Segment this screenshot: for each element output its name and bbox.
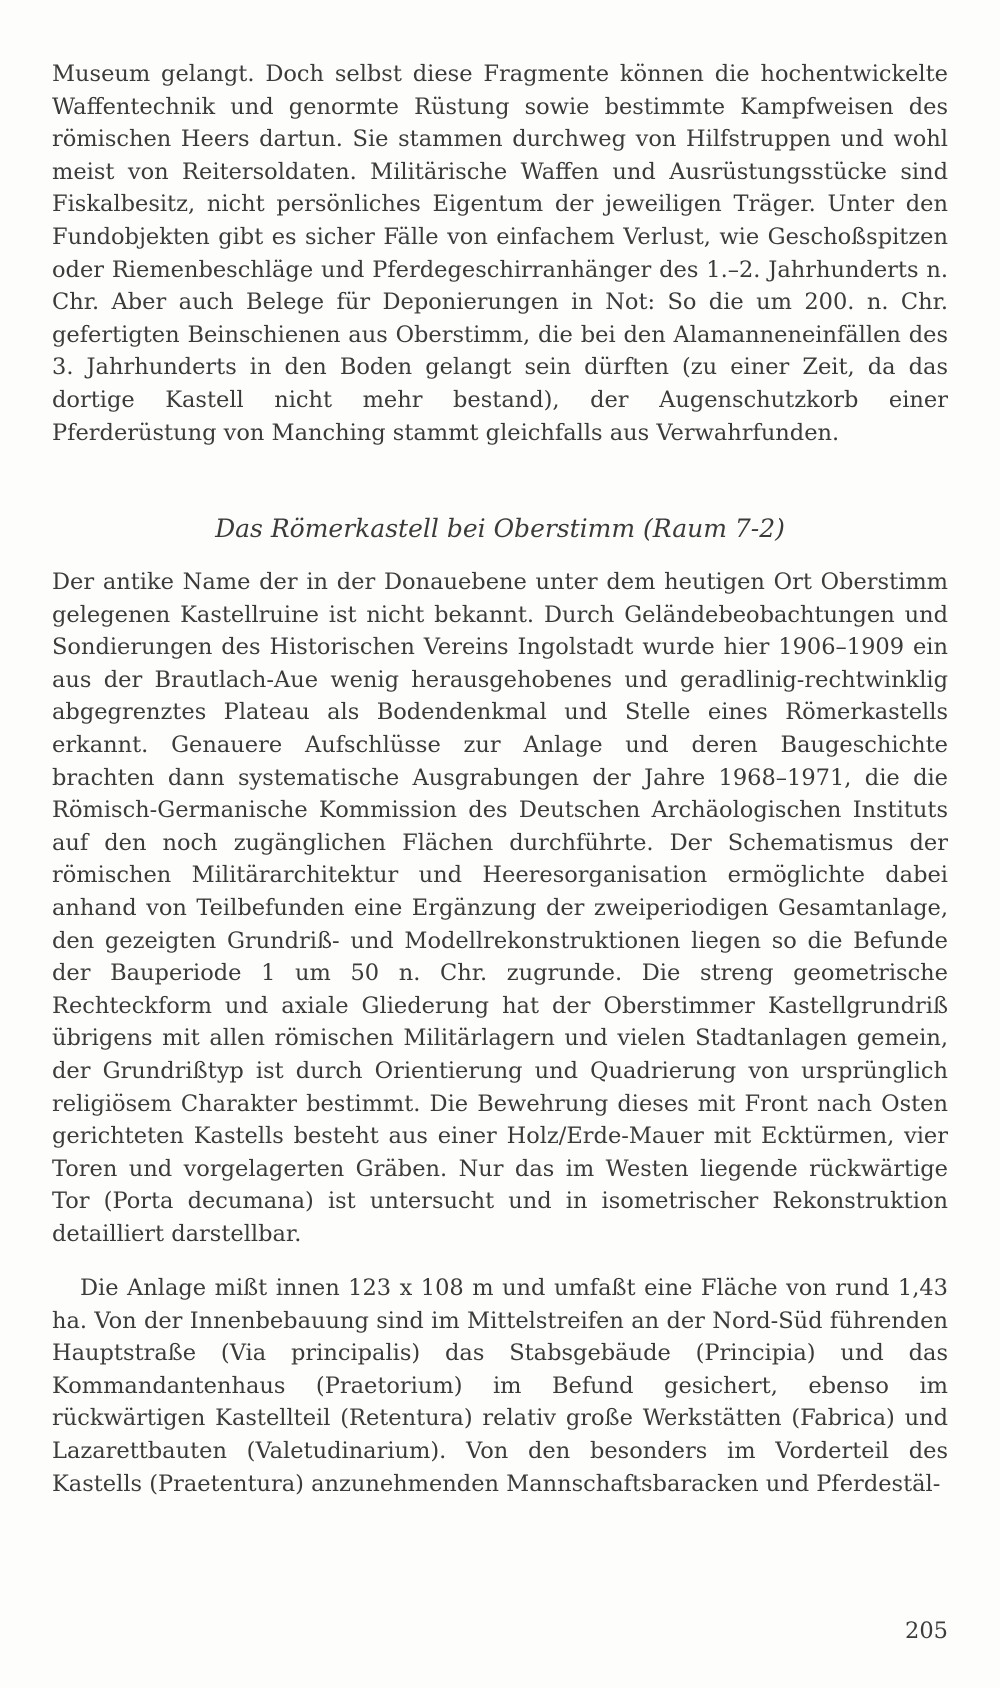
body-text-block-2 bbox=[52, 566, 948, 1250]
paragraph: Der antike Name der in der Donauebene unter dem heutigen Ort Oberstimm gelegenen Kastellruine ist nicht bekannt. Durch Geländebeobachtungen und Sondierungen des Historischen Vereins Ingolstadt wurde hier 1906–1909 ein aus der Brautlach-Aue wenig herausgehobenes und geradlinig-rechtwinklig abgegrenztes Plateau als Bodendenkmal und Stelle eines Römerkastells erkannt. Genauere Aufschlüsse zur Anlage und deren Baugeschichte brachten dann systematische Ausgrabungen der Jahre 1968–1971, die die Römisch-Germanische Kommission des Deutschen Archäologischen Instituts auf den noch zugänglichen Flächen durchführte. Der Schematismus der römischen Militärarchitektur und Heeresorganisation ermöglichte dabei anhand von Teilbefunden eine Ergänzung der zweiperiodigen Gesamtanlage, den gezeigten Grundriß- und Modellrekonstruktionen liegen so die Befunde der Bauperiode 1 um 50 n. Chr. zugrunde. Die streng geometrische Rechteckform und axiale Gliederung hat der Oberstimmer Kastellgrundriß übrigens mit allen römischen Militärlagern und vielen Stadtanlagen gemein, der Grundrißtyp ist durch Orientierung und Quadrierung von ursprünglich religiösem Charakter bestimmt. Die Bewehrung dieses mit Front nach Osten gerichteten Kastells besteht aus einer Holz/Erde-Mauer mit Ecktürmen, vier Toren und vorgelagerten Gräben. Nur das im Westen liegende rückwärtige Tor (Porta decumana) ist untersucht und in isometrischer Rekonstruktion detailliert darstellbar. bbox=[52, 569, 948, 1247]
body-text-block-1 bbox=[52, 58, 948, 449]
body-text-block-3 bbox=[52, 1272, 948, 1500]
paragraph: Museum gelangt. Doch selbst diese Fragmente können die hochentwickelte Waffentechnik und genormte Rüstung sowie bestimmte Kampfweisen des römischen Heers dartun. Sie stammen durchweg von Hilfstruppen und wohl meist von Reitersoldaten. Militärische Waffen und Ausrüstungsstücke sind Fiskalbesitz, nicht persönliches Eigentum der jeweiligen Träger. Unter den Fundobjekten gibt es sicher Fälle von einfachem Verlust, wie Geschoßspitzen oder Riemenbeschläge und Pferdegeschirranhänger des 1.–2. Jahrhunderts n. Chr. Aber auch Belege für Deponierungen in Not: So die um 200. n. Chr. gefertigten Beinschienen aus Oberstimm, die bei den Alamanneneinfällen des 3. Jahrhunderts in den Boden gelangt sein dürften (zu einer Zeit, da das dortige Kastell nicht mehr bestand), der Augenschutzkorb einer Pferderüstung von Manching stammt gleichfalls aus Verwahrfunden. bbox=[52, 61, 948, 446]
paragraph: Die Anlage mißt innen 123 x 108 m und umfaßt eine Fläche von rund 1,43 ha. Von der Innenbebauung sind im Mittelstreifen an der Nord-Süd führenden Hauptstraße (Via principalis) das Stabsgebäude (Principia) und das Kommandantenhaus (Praetorium) im Befund gesichert, ebenso im rückwärtigen Kastellteil (Retentura) relativ große Werkstätten (Fabrica) und Lazarettbauten (Valetudinarium). Von den besonders im Vorderteil des Kastells (Praetentura) anzunehmenden Mannschaftsbaracken und Pferdestäl- bbox=[52, 1275, 948, 1497]
page-number: 205 bbox=[905, 1618, 948, 1644]
section-heading: Das Römerkastell bei Oberstimm (Raum 7-2) bbox=[215, 514, 785, 543]
